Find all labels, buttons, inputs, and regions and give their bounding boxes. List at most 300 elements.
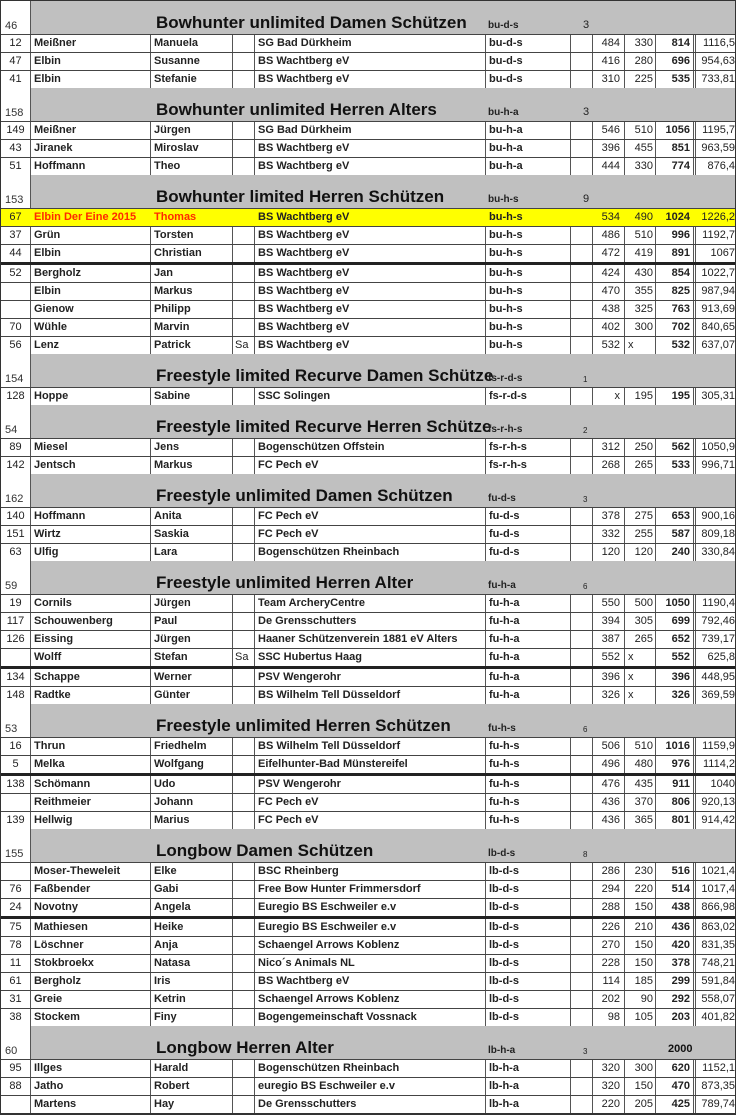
section-class-code: lb-d-s (488, 848, 516, 859)
start-number: 70 (1, 319, 31, 336)
start-number: 117 (1, 613, 31, 630)
table-row (1, 898, 735, 916)
start-number: 138 (1, 776, 31, 793)
score-round-1: 226 (593, 919, 625, 936)
score-round-1: 506 (593, 738, 625, 755)
start-number: 47 (1, 53, 31, 70)
section-header (1, 1, 735, 34)
table-row (1, 755, 735, 773)
club: BS Wachtberg eV (255, 265, 486, 282)
section-title: Freestyle unlimited Herren Schützen (156, 716, 451, 735)
score-round-2: 500 (625, 595, 656, 612)
section-extra-value: 2000 (668, 1043, 693, 1055)
score-round-2: 370 (625, 794, 656, 811)
weighted-points: 809,18 (701, 528, 735, 540)
tag (233, 457, 255, 474)
score-round-2: 510 (625, 122, 656, 139)
tag (233, 526, 255, 543)
table-row (1, 244, 735, 262)
class-code: lb-d-s (486, 955, 571, 972)
score-total: 396 (656, 669, 696, 686)
table-row (1, 1095, 735, 1113)
start-number: 61 (1, 973, 31, 990)
score-round-2: 105 (625, 1009, 656, 1026)
table-row (1, 139, 735, 157)
start-number: 41 (1, 71, 31, 88)
empty-cell (571, 439, 593, 456)
first-name: Philipp (151, 301, 233, 318)
score-round-1: 546 (593, 122, 625, 139)
first-name: Anita (151, 508, 233, 525)
club: Nico´s Animals NL (255, 955, 486, 972)
score-total: 1024 (665, 211, 690, 223)
table-row (1, 1077, 735, 1095)
club: BS Wachtberg eV (255, 973, 486, 990)
tag (233, 595, 255, 612)
tag (233, 756, 255, 773)
table-row (1, 594, 735, 612)
score-total: 552 (656, 649, 696, 666)
club: Schaengel Arrows Koblenz (255, 937, 486, 954)
last-name: Elbin Der Eine 2015 (34, 211, 137, 223)
score-total: 203 (656, 1009, 696, 1026)
last-name: Meißner (31, 35, 151, 52)
weighted-points: 1050,9 (701, 441, 735, 453)
club: Team ArcheryCentre (255, 595, 486, 612)
score-round-2: 510 (625, 227, 656, 244)
class-code: bu-h-s (486, 227, 571, 244)
empty-cell (571, 613, 593, 630)
score-round-2: 300 (625, 319, 656, 336)
section-class-code: bu-h-s (488, 194, 519, 205)
class-code: bu-h-s (486, 301, 571, 318)
score-round-2: 325 (625, 301, 656, 318)
tag (233, 863, 255, 880)
score-round-2: 480 (625, 756, 656, 773)
weighted-points: 1226,2 (701, 211, 735, 223)
club: BS Wachtberg eV (255, 158, 486, 175)
last-name: Elbin (31, 283, 151, 300)
last-name: Wühle (31, 319, 151, 336)
section-title: Freestyle limited Recurve Damen Schütze (156, 366, 494, 385)
first-name: Angela (151, 899, 233, 916)
weighted-points: 369,59 (701, 689, 735, 701)
tag: Sa (233, 337, 255, 354)
empty-cell (571, 1078, 593, 1095)
empty-cell (571, 457, 593, 474)
empty-cell (571, 669, 593, 686)
score-round-2: 330 (625, 158, 656, 175)
last-name: Wirtz (31, 526, 151, 543)
class-code: fu-h-a (486, 613, 571, 630)
section-class-code: fu-h-s (488, 723, 516, 734)
table-row (1, 525, 735, 543)
score-total: 532 (656, 337, 696, 354)
start-number: 149 (1, 122, 31, 139)
start-number: 128 (1, 388, 31, 405)
score-round-1: 534 (601, 211, 620, 223)
score-total: 1016 (656, 738, 696, 755)
table-row (1, 954, 735, 972)
section-header (1, 561, 735, 594)
score-round-2: 150 (625, 1078, 656, 1095)
last-name: Melka (31, 756, 151, 773)
score-round-1: 532 (593, 337, 625, 354)
start-number: 16 (1, 738, 31, 755)
weighted-points: 625,8 (707, 651, 735, 663)
table-row (1, 862, 735, 880)
start-number (1, 863, 31, 880)
last-name: Meißner (31, 122, 151, 139)
section-number: 155 (1, 829, 31, 862)
score-total: 378 (656, 955, 696, 972)
table-row (1, 990, 735, 1008)
score-round-1: 472 (593, 245, 625, 262)
tag (233, 613, 255, 630)
score-round-1: 394 (593, 613, 625, 630)
start-number: 88 (1, 1078, 31, 1095)
score-total: 535 (656, 71, 696, 88)
weighted-points: 1017,4 (701, 883, 735, 895)
first-name: Jürgen (151, 631, 233, 648)
last-name: Hoffmann (31, 158, 151, 175)
class-code: fu-h-a (486, 631, 571, 648)
empty-cell (571, 53, 593, 70)
table-row (1, 34, 735, 52)
tag (233, 881, 255, 898)
section-participant-count: 3 (583, 1047, 588, 1056)
score-round-2: 90 (625, 991, 656, 1008)
score-round-1: 114 (593, 973, 625, 990)
section-header (1, 474, 735, 507)
first-name: Werner (151, 669, 233, 686)
tag (233, 209, 255, 226)
first-name: Miroslav (151, 140, 233, 157)
first-name: Heike (151, 919, 233, 936)
first-name: Günter (151, 687, 233, 704)
score-round-2: x (625, 687, 656, 704)
table-row (1, 438, 735, 456)
tag (233, 669, 255, 686)
section-title: Freestyle unlimited Herren Alter (156, 573, 414, 592)
club: De Grensschutters (255, 613, 486, 630)
start-number: 89 (1, 439, 31, 456)
class-code: bu-h-s (486, 265, 571, 282)
weighted-points: 789,74 (701, 1098, 735, 1110)
club: FC Pech eV (255, 508, 486, 525)
weighted-points: 876,4 (707, 160, 735, 172)
table-row (1, 612, 735, 630)
last-name: Hoffmann (31, 508, 151, 525)
last-name: Moser-Theweleit (31, 863, 151, 880)
weighted-points: 900,16 (701, 510, 735, 522)
score-total: 911 (656, 776, 696, 793)
first-name: Lara (151, 544, 233, 561)
weighted-points: 1190,4 (702, 597, 735, 609)
first-name: Finy (151, 1009, 233, 1026)
score-total: 891 (656, 245, 696, 262)
club: BS Wachtberg eV (255, 301, 486, 318)
score-round-1: 310 (593, 71, 625, 88)
club: Schaengel Arrows Koblenz (255, 991, 486, 1008)
score-round-1: 476 (593, 776, 625, 793)
tag: Sa (233, 649, 255, 666)
class-code: lb-d-s (486, 1009, 571, 1026)
score-round-1: 402 (593, 319, 625, 336)
score-total: 1050 (656, 595, 696, 612)
score-total: 825 (656, 283, 696, 300)
first-name: Paul (151, 613, 233, 630)
score-round-1: 396 (593, 140, 625, 157)
score-round-2: x (625, 669, 656, 686)
weighted-points: 863,02 (701, 921, 735, 933)
first-name: Susanne (151, 53, 233, 70)
score-total: 699 (656, 613, 696, 630)
class-code: fu-d-s (486, 544, 571, 561)
club: SSC Hubertus Haag (255, 649, 486, 666)
tag (233, 283, 255, 300)
section-header (1, 704, 735, 737)
table-row (1, 300, 735, 318)
section-header (1, 354, 735, 387)
class-code: fs-r-h-s (486, 439, 571, 456)
empty-cell (571, 158, 593, 175)
table-row (1, 52, 735, 70)
last-name: Jatho (31, 1078, 151, 1095)
first-name: Saskia (151, 526, 233, 543)
first-name: Harald (151, 1060, 233, 1077)
start-number (1, 301, 31, 318)
score-round-2: 195 (625, 388, 656, 405)
section-class-code: fu-h-a (488, 580, 516, 591)
club: BSC Rheinberg (255, 863, 486, 880)
section-participant-count: 3 (583, 495, 588, 504)
section-participant-count: 1 (583, 375, 588, 384)
section-class-code: fs-r-d-s (488, 373, 523, 384)
score-round-2: 510 (625, 738, 656, 755)
table-row (1, 157, 735, 175)
tag (233, 955, 255, 972)
last-name: Elbin (31, 53, 151, 70)
weighted-points: 1116,5 (702, 37, 735, 49)
score-total: 438 (656, 899, 696, 916)
table-row (1, 916, 735, 936)
empty-cell (571, 140, 593, 157)
last-name: Elbin (31, 71, 151, 88)
start-number: 140 (1, 508, 31, 525)
weighted-points: 739,17 (701, 633, 735, 645)
score-round-1: 312 (593, 439, 625, 456)
empty-cell (571, 1096, 593, 1113)
empty-cell (571, 776, 593, 793)
empty-cell (571, 812, 593, 829)
tag (233, 122, 255, 139)
start-number: 38 (1, 1009, 31, 1026)
weighted-points: 401,82 (701, 1011, 735, 1023)
score-round-2: 275 (625, 508, 656, 525)
start-number (1, 794, 31, 811)
score-total: 587 (656, 526, 696, 543)
class-code: bu-h-a (486, 158, 571, 175)
class-code: lb-h-a (486, 1096, 571, 1113)
empty-cell (571, 337, 593, 354)
score-total: 420 (656, 937, 696, 954)
score-round-2: 280 (625, 53, 656, 70)
first-name: Stefanie (151, 71, 233, 88)
score-round-2: x (625, 337, 656, 354)
weighted-points: 748,21 (701, 957, 735, 969)
club: BS Wilhelm Tell Düsseldorf (255, 738, 486, 755)
weighted-points: 840,65 (701, 321, 735, 333)
tag (233, 738, 255, 755)
empty-cell (571, 283, 593, 300)
last-name: Stokbroekx (31, 955, 151, 972)
table-row (1, 262, 735, 282)
start-number: 142 (1, 457, 31, 474)
last-name: Cornils (31, 595, 151, 612)
tag (233, 991, 255, 1008)
start-number: 52 (1, 265, 31, 282)
table-row (1, 387, 735, 405)
score-round-1: 320 (593, 1060, 625, 1077)
tag (233, 140, 255, 157)
club: BS Wachtberg eV (255, 71, 486, 88)
score-round-1: 332 (593, 526, 625, 543)
score-total: 326 (656, 687, 696, 704)
first-name: Natasa (151, 955, 233, 972)
score-round-2: 419 (625, 245, 656, 262)
last-name: Miesel (31, 439, 151, 456)
score-round-2: 265 (625, 631, 656, 648)
last-name: Martens (31, 1096, 151, 1113)
table-row (1, 507, 735, 525)
section-number: 60 (1, 1026, 31, 1059)
score-round-1: 228 (593, 955, 625, 972)
score-total: 425 (656, 1096, 696, 1113)
score-round-2: 230 (625, 863, 656, 880)
first-name: Udo (151, 776, 233, 793)
tag (233, 794, 255, 811)
weighted-points: 996,71 (701, 459, 735, 471)
class-code: bu-h-s (486, 283, 571, 300)
weighted-points: 1022,7 (701, 267, 735, 279)
start-number: 148 (1, 687, 31, 704)
empty-cell (571, 122, 593, 139)
table-row (1, 936, 735, 954)
section-participant-count: 6 (583, 582, 588, 591)
class-code: lb-d-s (486, 919, 571, 936)
first-name: Hay (151, 1096, 233, 1113)
last-name: Bergholz (31, 973, 151, 990)
club: SG Bad Dürkheim (255, 122, 486, 139)
empty-cell (571, 388, 593, 405)
tag (233, 631, 255, 648)
weighted-points: 1021,4 (701, 865, 735, 877)
last-name: Novotny (31, 899, 151, 916)
score-round-1: 220 (593, 1096, 625, 1113)
score-round-2: 150 (625, 899, 656, 916)
table-row (1, 121, 735, 139)
score-round-2: 150 (625, 955, 656, 972)
tag (233, 301, 255, 318)
table-row (1, 630, 735, 648)
section-title: Bowhunter limited Herren Schützen (156, 187, 445, 206)
class-code: lb-d-s (486, 937, 571, 954)
score-round-1: 550 (593, 595, 625, 612)
score-round-2: 220 (625, 881, 656, 898)
last-name: Elbin (31, 245, 151, 262)
class-code: bu-h-s (486, 319, 571, 336)
weighted-points: 1114,2 (702, 758, 735, 770)
weighted-points: 1040 (710, 778, 735, 790)
score-round-2: 225 (625, 71, 656, 88)
section-participant-count: 3 (583, 19, 590, 31)
table-row (1, 208, 735, 226)
club: Bogenschützen Offstein (255, 439, 486, 456)
first-name: Stefan (151, 649, 233, 666)
first-name: Jürgen (151, 122, 233, 139)
score-total: 653 (656, 508, 696, 525)
club: Eifelhunter-Bad Münstereifel (255, 756, 486, 773)
club: FC Pech eV (255, 812, 486, 829)
score-total: 470 (656, 1078, 696, 1095)
section-header (1, 405, 735, 438)
first-name: Jens (151, 439, 233, 456)
class-code: bu-h-s (486, 245, 571, 262)
class-code: bu-d-s (486, 53, 571, 70)
club: BS Wachtberg eV (258, 211, 350, 223)
score-round-2: 300 (625, 1060, 656, 1077)
club: Haaner Schützenverein 1881 eV Alters (255, 631, 486, 648)
first-name: Gabi (151, 881, 233, 898)
section-class-code: fu-d-s (488, 493, 516, 504)
score-round-2: 305 (625, 613, 656, 630)
section-participant-count: 6 (583, 725, 588, 734)
table-row (1, 543, 735, 561)
score-total: 763 (656, 301, 696, 318)
empty-cell (571, 1009, 593, 1026)
score-round-1: 98 (593, 1009, 625, 1026)
score-round-2: 255 (625, 526, 656, 543)
empty-cell (571, 973, 593, 990)
last-name: Schouwenberg (31, 613, 151, 630)
tag (233, 388, 255, 405)
start-number: 67 (9, 211, 22, 223)
score-round-2: 455 (625, 140, 656, 157)
start-number: 139 (1, 812, 31, 829)
start-number: 95 (1, 1060, 31, 1077)
score-round-2: 185 (625, 973, 656, 990)
score-round-2: 250 (625, 439, 656, 456)
score-total: 696 (656, 53, 696, 70)
last-name: Schappe (31, 669, 151, 686)
score-round-1: 552 (593, 649, 625, 666)
last-name: Eissing (31, 631, 151, 648)
section-participant-count: 9 (583, 193, 590, 205)
table-row (1, 773, 735, 793)
score-round-1: 270 (593, 937, 625, 954)
first-name: Anja (151, 937, 233, 954)
table-row (1, 226, 735, 244)
score-total: 1056 (656, 122, 696, 139)
tag (233, 899, 255, 916)
tag (233, 319, 255, 336)
tag (233, 973, 255, 990)
club: Euregio BS Eschweiler e.v (255, 899, 486, 916)
first-name: Elke (151, 863, 233, 880)
start-number: 76 (1, 881, 31, 898)
score-total: 620 (656, 1060, 696, 1077)
